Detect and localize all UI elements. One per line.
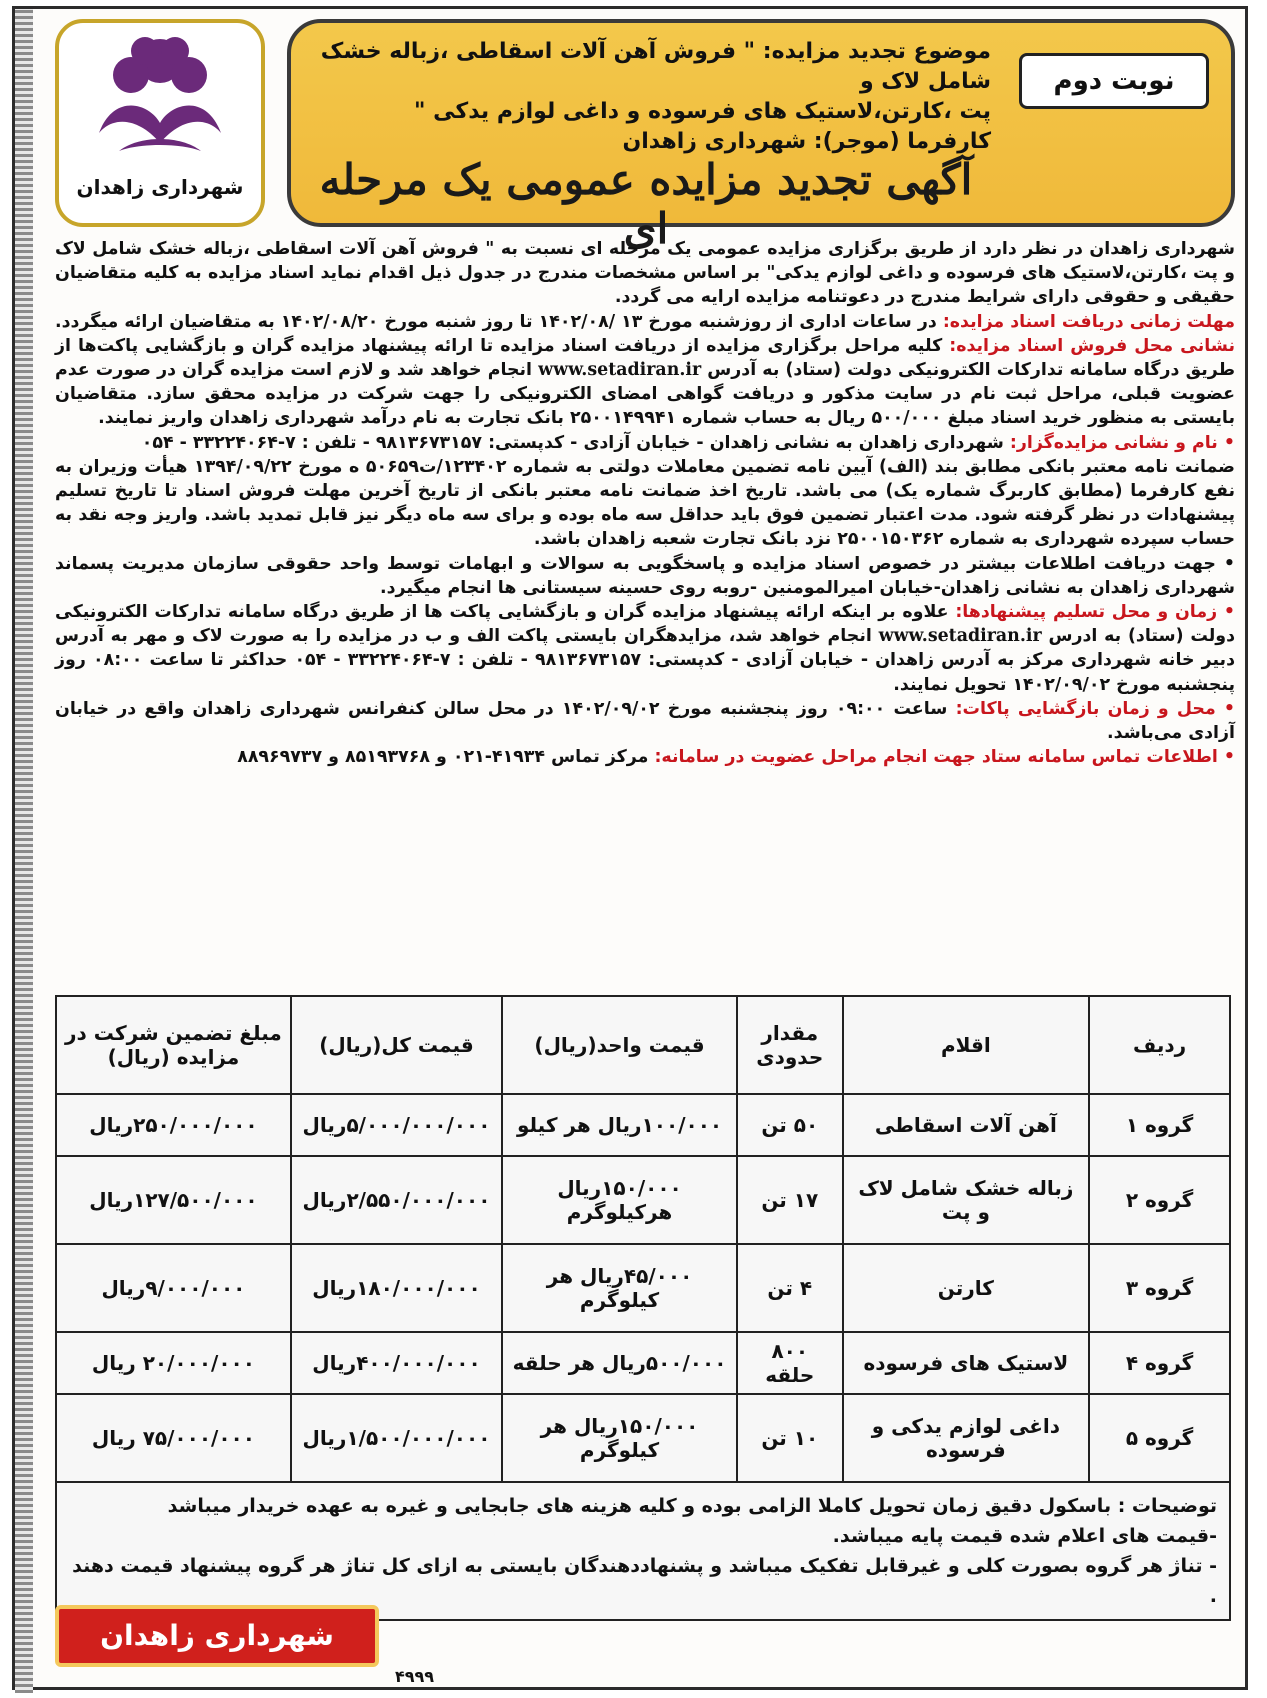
table-row — [56, 1244, 1230, 1332]
cell-total-price: ۴۰۰/۰۰۰/۰۰۰ریال — [291, 1332, 502, 1394]
setad-link[interactable]: www.setadiran.ir — [538, 360, 702, 381]
cell-total-price: ۱۸۰/۰۰۰/۰۰۰ریال — [291, 1244, 502, 1332]
subject-line: موضوع تجدید مزایده: " فروش آهن آلات اسقاطی ،زباله خشک شامل لاک و — [320, 39, 991, 94]
note-line: - تناژ هر گروه بصورت کلی و غیرقابل تفکیک میباشد و پشنهاددهندگان بایستی به ازای کل تناژ هر گروه پیشنهاد قیمت دهند . — [72, 1555, 1217, 1607]
note-line: -قیمت های اعلام شده قیمت پایه میباشد. — [832, 1525, 1217, 1547]
deadline-paragraph — [55, 310, 1235, 334]
note-line: توضیحات : باسکول دقیق زمان تحویل کاملا الزامی بوده و کلیه هزینه های جابجایی و غیره به عهده خریدار میباشد — [167, 1495, 1217, 1517]
header — [55, 19, 1235, 253]
contact-text: مرکز تماس ۴۱۹۳۴-۰۲۱ و ۸۵۱۹۳۷۶۸ و ۸۸۹۶۹۷۳۷ — [237, 747, 655, 768]
municipality-logo — [55, 19, 265, 227]
opening-text: ساعت ۰۹:۰۰ روز پنجشنبه مورخ ۱۴۰۲/۰۹/۰۲ در محل سالن کنفرانس شهرداری زاهدان واقع در خیابان آزادی می‌باشد. — [55, 698, 1235, 744]
submit-paragraph — [55, 600, 1235, 697]
title-banner — [287, 19, 1235, 253]
round-badge: نوبت دوم — [1019, 53, 1209, 109]
subject-block — [301, 37, 991, 157]
sale-label: نشانی محل فروش اسناد مزایده: — [949, 335, 1235, 356]
cell-item: لاستیک های فرسوده — [843, 1332, 1090, 1394]
col-header-total-price: قیمت کل(ریال) — [291, 996, 502, 1094]
table-header-row — [56, 996, 1230, 1094]
subject-line: کارفرما (موجر): شهرداری زاهدان — [622, 129, 991, 154]
col-header-row: ردیف — [1089, 996, 1230, 1094]
cell-total-price: ۵/۰۰۰/۰۰۰/۰۰۰ریال — [291, 1094, 502, 1156]
deadline-label: مهلت زمانی دریافت اسناد مزایده: — [942, 311, 1235, 332]
cell-group: گروه ۱ — [1089, 1094, 1230, 1156]
subject-line: پت ،کارتن،لاستیک های فرسوده و داغی لوازم یدکی " — [414, 99, 991, 124]
cell-guarantee: ۹/۰۰۰/۰۰۰ریال — [56, 1244, 291, 1332]
opening-paragraph — [55, 697, 1235, 745]
cell-unit-price: ۵۰۰/۰۰۰ریال هر حلقه — [502, 1332, 737, 1394]
cell-quantity: ۵۰ تن — [737, 1094, 843, 1156]
sale-text-2: انجام خواهد شد و لازم است مزایده گران در صورت عدم عضویت قبلی، مراحل ثبت نام در سایت مذکور و دریافت گواهی امضای الکترونیکی را جهت شرکت در مزایده محقق سازد. متقاضیان بایستی به منظور خرید اسناد مبلغ ۵۰۰/۰۰۰ ریال به حساب شماره ۲۵۰۰۱۴۹۹۴۱ بانک تجارت به نام درآمد شهرداری زاهدان واریز نمایند. — [55, 360, 1235, 429]
footer-code: ۴۹۹۹ — [395, 1667, 435, 1686]
sale-paragraph — [55, 334, 1235, 431]
logo-emblem-icon — [59, 23, 261, 173]
deadline-text: در ساعات اداری از روزشنبه مورخ ۱۳ /۱۴۰۲/۰۸ تا روز شنبه مورخ ۱۴۰۲/۰۸/۲۰ به متقاضیان ارائه میگردد. — [55, 311, 943, 332]
org-label: • نام و نشانی مزایده‌گزار: — [1009, 432, 1235, 453]
opening-label: • محل و زمان بازگشایی پاکات: — [955, 698, 1236, 719]
cell-item: زباله خشک شامل لاک و پت — [843, 1156, 1090, 1244]
page-title: آگهی تجدید مزایده عمومی یک مرحله ای — [319, 155, 973, 253]
sale-text: کلیه مراحل برگزاری مزایده از دریافت اسناد مزایده تا ارائه پیشنهاد مزایده گران و بازگشایی پاکت‌ها از طریق درگاه سامانه تدارکات الکترونیکی دولت (ستاد) به آدرس — [55, 335, 1235, 381]
ad-body — [55, 237, 1235, 769]
cell-item: آهن آلات اسقاطی — [843, 1094, 1090, 1156]
cell-unit-price: ۱۵۰/۰۰۰ریال هر کیلوگرم — [502, 1394, 737, 1482]
table-row — [56, 1394, 1230, 1482]
contact-label: • اطلاعات تماس سامانه ستاد جهت انجام مراحل عضویت در سامانه: — [654, 747, 1235, 768]
items-table-wrapper — [55, 995, 1231, 1621]
org-paragraph — [55, 431, 1235, 455]
info-paragraph: • جهت دریافت اطلاعات بیشتر در خصوص اسناد مزایده و پاسخگویی به سوالات و ابهامات توسط واحد حقوقی سازمان مدیریت پسماند شهرداری زاهدان به نشانی زاهدان-خیابان امیرالمومنین -روبه روی حسینه سیستانی ها انجام میگیرد. — [55, 553, 1235, 598]
cell-total-price: ۲/۵۵۰/۰۰۰/۰۰۰ریال — [291, 1156, 502, 1244]
cell-group: گروه ۴ — [1089, 1332, 1230, 1394]
setad-link-2[interactable]: www.setadiran.ir — [878, 626, 1042, 647]
cell-group: گروه ۲ — [1089, 1156, 1230, 1244]
cell-group: گروه ۳ — [1089, 1244, 1230, 1332]
cell-total-price: ۱/۵۰۰/۰۰۰/۰۰۰ریال — [291, 1394, 502, 1482]
submit-text: علاوه بر اینکه ارائه پیشنهاد مزایده گران و بازگشایی پاکت ها از طریق درگاه سامانه تدارکات الکترونیکی دولت (ستاد) به ادرس — [55, 602, 1235, 647]
cell-quantity: ۸۰۰ حلقه — [737, 1332, 843, 1394]
col-header-items: اقلام — [843, 996, 1090, 1094]
cell-item: کارتن — [843, 1244, 1090, 1332]
col-header-guarantee: مبلغ تضمین شرکت در مزایده (ریال) — [56, 996, 291, 1094]
cell-unit-price: ۴۵/۰۰۰ریال هر کیلوگرم — [502, 1244, 737, 1332]
cell-guarantee: ۱۲۷/۵۰۰/۰۰۰ریال — [56, 1156, 291, 1244]
table-row — [56, 1094, 1230, 1156]
cell-quantity: ۴ تن — [737, 1244, 843, 1332]
advertisement-page — [12, 6, 1248, 1690]
intro-paragraph: شهرداری زاهدان در نظر دارد از طریق برگزاری مزایده عمومی یک مرحله ای نسبت به " فروش آهن آلات اسقاطی ،زباله خشک شامل لاک و پت ،کارتن،لاستیک های فرسوده و داغی لوازم یدکی" بر اساس مشخصات مندرج در جدول ذیل اقدام نماید اسناد مزایده به کلیه متقاضیان حقیقی و حقوقی دارای شرایط مندرج در دعوتنامه مزایده ارایه می گردد. — [55, 239, 1235, 308]
cell-unit-price: ۱۵۰/۰۰۰ریال هرکیلوگرم — [502, 1156, 737, 1244]
cell-guarantee: ۷۵/۰۰۰/۰۰۰ ریال — [56, 1394, 291, 1482]
cell-guarantee: ۲۵۰/۰۰۰/۰۰۰ریال — [56, 1094, 291, 1156]
submit-label: • زمان و محل تسلیم پیشنهادها: — [955, 602, 1235, 623]
cell-group: گروه ۵ — [1089, 1394, 1230, 1482]
cell-quantity: ۱۷ تن — [737, 1156, 843, 1244]
cell-guarantee: ۲۰/۰۰۰/۰۰۰ ریال — [56, 1332, 291, 1394]
cell-quantity: ۱۰ تن — [737, 1394, 843, 1482]
col-header-unit-price: قیمت واحد(ریال) — [502, 996, 737, 1094]
cell-unit-price: ۱۰۰/۰۰۰ریال هر کیلو — [502, 1094, 737, 1156]
table-row — [56, 1156, 1230, 1244]
table-row — [56, 1332, 1230, 1394]
logo-text: شهرداری زاهدان — [76, 175, 244, 199]
col-header-quantity: مقدار حدودی — [737, 996, 843, 1094]
guarantee-paragraph: ضمانت نامه معتبر بانکی مطابق بند (الف) آیین نامه تضمین معاملات دولتی به شماره ۱۲۳۴۰۲/ت۵۰۶۵۹ ه مورخ ۱۳۹۴/۰۹/۲۲ هیأت وزیران به نفع کارفرما (مطابق کاربرگ شماره یک) می باشد. تاریخ اخذ ضمانت نامه معتبر بانکی از تاریخ آخرین مهلت فروش اسناد تا تاریخ تسلیم پیشنهادات در نظر گرفته شود. مدت اعتبار تضمین فوق باید حداقل سه ماه بوده و برای سه ماه دیگر نیز قابل تمدید باشد. واریز وجه نقد به حساب سپرده شهرداری به شماره ۲۵۰۰۱۵۰۳۶۲ نزد بانک تجارت شعبه زاهدان باشد. — [55, 456, 1235, 550]
org-text: شهرداری زاهدان به نشانی زاهدان - خیابان آزادی - کدپستی: ۹۸۱۳۶۷۳۱۵۷ - تلفن : ۷-۳۳۲۲۴۰۶۴ - ۰۵۴ — [141, 432, 1010, 453]
items-table — [55, 995, 1231, 1483]
footer-org-box: شهرداری زاهدان — [55, 1605, 379, 1667]
left-edge-stripe — [15, 9, 33, 1693]
table-notes — [55, 1483, 1231, 1621]
cell-item: داغی لوازم یدکی و فرسوده — [843, 1394, 1090, 1482]
submit-text-2: انجام خواهد شد، مزایدهگران بایستی پاکت الف و ب در مزایده را به صورت لاک و مهر به آدرس دبیر خانه شهرداری مرکز به آدرس زاهدان - خیابان آزادی - کدپستی: ۹۸۱۳۶۷۳۱۵۷ - تلفن : ۷-۳۳۲۲۴۰۶۴ - ۰۵۴ حداکثر تا ساعت ۰۸:۰۰ روز پنجشنبه مورخ ۱۴۰۲/۰۹/۰۲ تحویل نمایند. — [55, 626, 1236, 695]
contact-paragraph — [55, 745, 1235, 769]
